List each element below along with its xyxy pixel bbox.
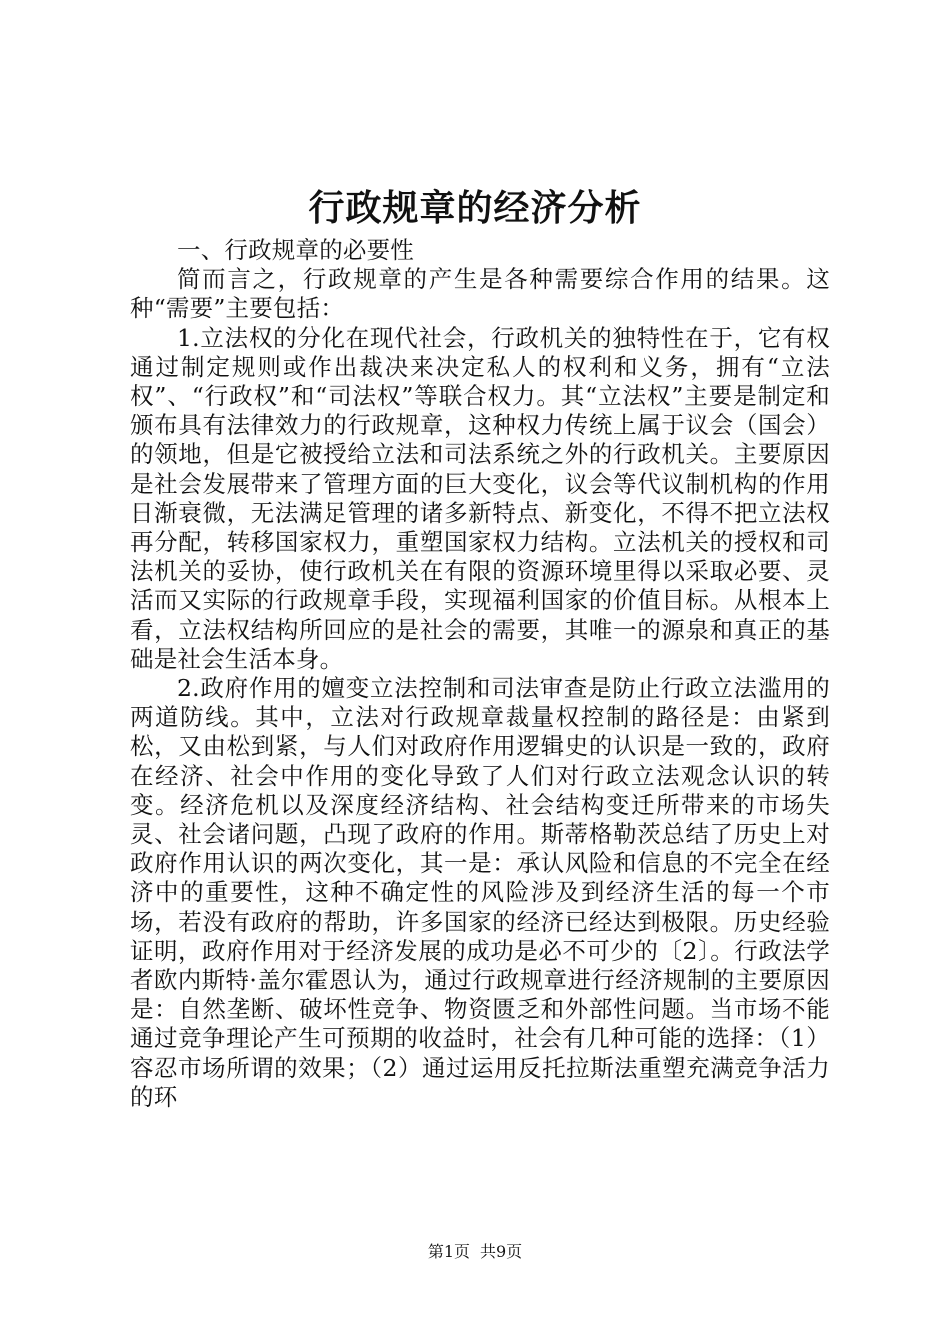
page-footer <box>0 1240 950 1264</box>
section-heading: 一、行政规章的必要性 <box>177 236 414 264</box>
paragraph-intro: 简而言之，行政规章的产生是各种需要综合作用的结果。这种“需要”主要包括： <box>130 265 830 323</box>
document-title: 行政规章的经济分析 <box>308 187 642 229</box>
page-number: 第1页 <box>427 1242 470 1261</box>
document-body <box>130 236 830 1112</box>
page-total: 共9页 <box>480 1242 523 1261</box>
paragraph-government-role: 2.政府作用的嬗变立法控制和司法审查是防止行政立法滥用的两道防线。其中，立法对行政规章裁量权控制的路径是：由紧到松，又由松到紧，与人们对政府作用逻辑史的认识是一致的，政府在经济、社会中作用的变化导致了人们对行政立法观念认识的转变。经济危机以及深度经济结构、社会结构变迁所带来的市场失灵、社会诸问题，凸现了政府的作用。斯蒂格勒茨总结了历史上对政府作用认识的两次变化，其一是：承认风险和信息的不完全在经济中的重要性，这种不确定性的风险涉及到经济生活的每一个市场，若没有政府的帮助，许多国家的经济已经达到极限。历史经验证明，政府作用对于经济发展的成功是必不可少的〔2〕。行政法学者欧内斯特·盖尔霍恩认为，通过行政规章进行经济规制的主要原因是：自然垄断、破坏性竞争、物资匮乏和外部性问题。当市场不能通过竞争理论产生可预期的收益时，社会有几种可能的选择：（1）容忍市场所谓的效果；（2）通过运用反托拉斯法重塑充满竞争活力的环 <box>130 674 830 1111</box>
paragraph-legislative-power: 1.立法权的分化在现代社会，行政机关的独特性在于，它有权通过制定规则或作出裁决来决定私人的权利和义务，拥有“立法权”、“行政权”和“司法权”等联合权力。其“立法权”主要是制定和颁布具有法律效力的行政规章，这种权力传统上属于议会（国会）的领地，但是它被授给立法和司法系统之外的行政机关。主要原因是社会发展带来了管理方面的巨大变化，议会等代议制机构的作用日渐衰微，无法满足管理的诸多新特点、新变化，不得不把立法权再分配，转移国家权力，重塑国家权力结构。立法机关的授权和司法机关的妥协，使行政机关在有限的资源环境里得以采取必要、灵活而又实际的行政规章手段，实现福利国家的价值目标。从根本上看，立法权结构所回应的是社会的需要，其唯一的源泉和真正的基础是社会生活本身。 <box>130 323 830 673</box>
